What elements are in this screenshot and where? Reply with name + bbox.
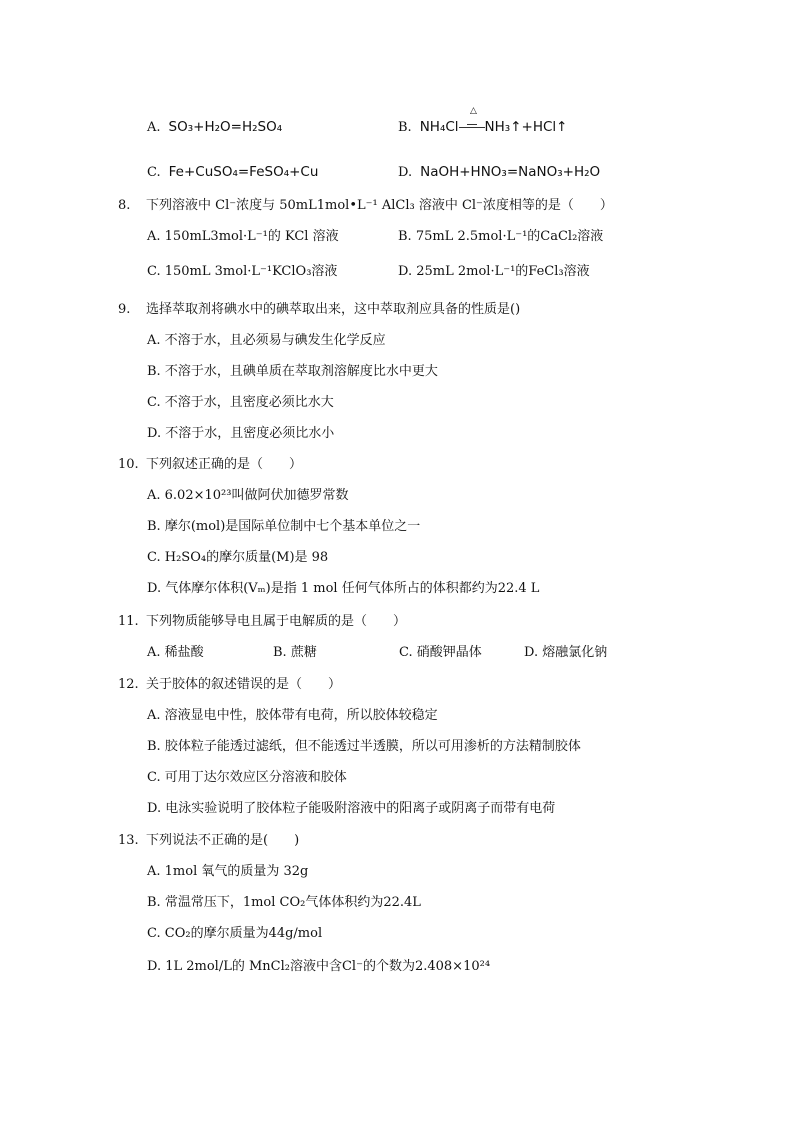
q12-option-d[interactable]: D. 电泳实验说明了胶体粒子能吸附溶液中的阳离子或阴离子而带有电荷 [147, 801, 556, 816]
q9-option-d[interactable]: D. 不溶于水，且密度必须比水小 [147, 426, 335, 441]
q11-option-a[interactable]: A. 稀盐酸 [147, 645, 204, 660]
q13-option-b[interactable]: B. 常温常压下，1mol CO₂气体体积约为22.4L [147, 895, 421, 910]
heating-condition-sign [459, 123, 485, 133]
q11-option-d[interactable]: D. 熔融氯化钠 [524, 645, 608, 660]
q8-option-b[interactable]: B. 75mL 2.5mol·L⁻¹的CaCl₂溶液 [398, 229, 604, 244]
question-number: 10. [118, 457, 139, 472]
q12-stem [118, 676, 341, 694]
q8-stem [118, 197, 613, 215]
q10-option-d[interactable]: D. 气体摩尔体积(Vₘ)是指 1 mol 任何气体所占的体积都约为22.4 L [147, 581, 540, 596]
q7-option-b[interactable] [398, 118, 567, 137]
q8-option-d[interactable]: D. 25mL 2mol·L⁻¹的FeCl₃溶液 [398, 264, 590, 279]
q10-option-b[interactable]: B. 摩尔(mol)是国际单位制中七个基本单位之一 [147, 519, 421, 534]
question-number: 8. [118, 198, 131, 213]
q9-option-a[interactable]: A. 不溶于水，且必须易与碘发生化学反应 [147, 333, 386, 348]
q11-option-c[interactable]: C. 硝酸钾晶体 [399, 645, 482, 660]
q13-option-a[interactable]: A. 1mol 氧气的质量为 32g [147, 864, 309, 879]
q10-option-c[interactable]: C. H₂SO₄的摩尔质量(M)是 98 [147, 550, 329, 565]
q8-option-c[interactable]: C. 150mL 3mol·L⁻¹KClO₃溶液 [147, 264, 338, 279]
q7-option-c[interactable] [147, 163, 318, 182]
q7-option-a-formula: SO₃+H₂O=H₂SO₄ [168, 119, 283, 135]
q7-option-c-formula: Fe+CuSO₄=FeSO₄+Cu [168, 164, 319, 180]
q12-option-b[interactable]: B. 胶体粒子能透过滤纸，但不能透过半透膜，所以可用渗析的方法精制胶体 [147, 739, 581, 754]
q7-option-a[interactable] [147, 118, 282, 137]
option-label: C. [147, 165, 161, 180]
option-label: B. [398, 120, 412, 135]
question-number: 11. [118, 614, 139, 629]
q9-option-b[interactable]: B. 不溶于水，且碘单质在萃取剂溶解度比水中更大 [147, 364, 438, 379]
question-text: 选择萃取剂将碘水中的碘萃取出来，这中萃取剂应具备的性质是() [146, 302, 521, 317]
q10-option-a[interactable]: A. 6.02×10²³叫做阿伏加德罗常数 [147, 488, 349, 503]
q7-option-d-formula: NaOH+HNO₃=NaNO₃+H₂O [420, 164, 601, 180]
q12-option-c[interactable]: C. 可用丁达尔效应区分溶液和胶体 [147, 770, 347, 785]
q9-option-c[interactable]: C. 不溶于水，且密度必须比水大 [147, 395, 334, 410]
q13-option-c[interactable]: C. CO₂的摩尔质量为44g/mol [147, 926, 323, 941]
q13-option-d[interactable]: D. 1L 2mol/L的 MnCl₂溶液中含Cl⁻的个数为2.408×10²⁴ [147, 959, 491, 974]
q7-option-b-right: NH₃↑+HCl↑ [484, 119, 568, 135]
q11-stem [118, 613, 406, 631]
q9-stem [118, 301, 520, 319]
q8-option-a[interactable]: A. 150mL3mol·L⁻¹的 KCl 溶液 [147, 229, 339, 244]
question-number: 9. [118, 302, 131, 317]
question-number: 12. [118, 677, 139, 692]
q7-option-d[interactable] [398, 163, 600, 182]
q12-option-a[interactable]: A. 溶液显电中性，胶体带有电荷，所以胶体较稳定 [147, 708, 438, 723]
question-number: 13. [118, 833, 139, 848]
q11-option-b[interactable]: B. 蔗糖 [273, 645, 317, 660]
question-text: 关于胶体的叙述错误的是（ ） [146, 677, 342, 692]
option-label: A. [147, 120, 161, 135]
option-label: D. [398, 165, 413, 180]
question-text: 下列说法不正确的是( ) [146, 833, 300, 848]
q13-stem [118, 832, 299, 850]
heating-delta-symbol: △ [470, 106, 477, 116]
question-text: 下列物质能够导电且属于电解质的是（ ） [146, 614, 407, 629]
question-text: 下列叙述正确的是（ ） [146, 457, 303, 472]
q10-stem [118, 456, 302, 474]
question-text: 下列溶液中 Cl⁻浓度与 50mL1mol•L⁻¹ AlCl₃ 溶液中 Cl⁻浓度相等的是（ ） [146, 198, 613, 213]
q7-option-b-left: NH₄Cl [419, 119, 459, 135]
